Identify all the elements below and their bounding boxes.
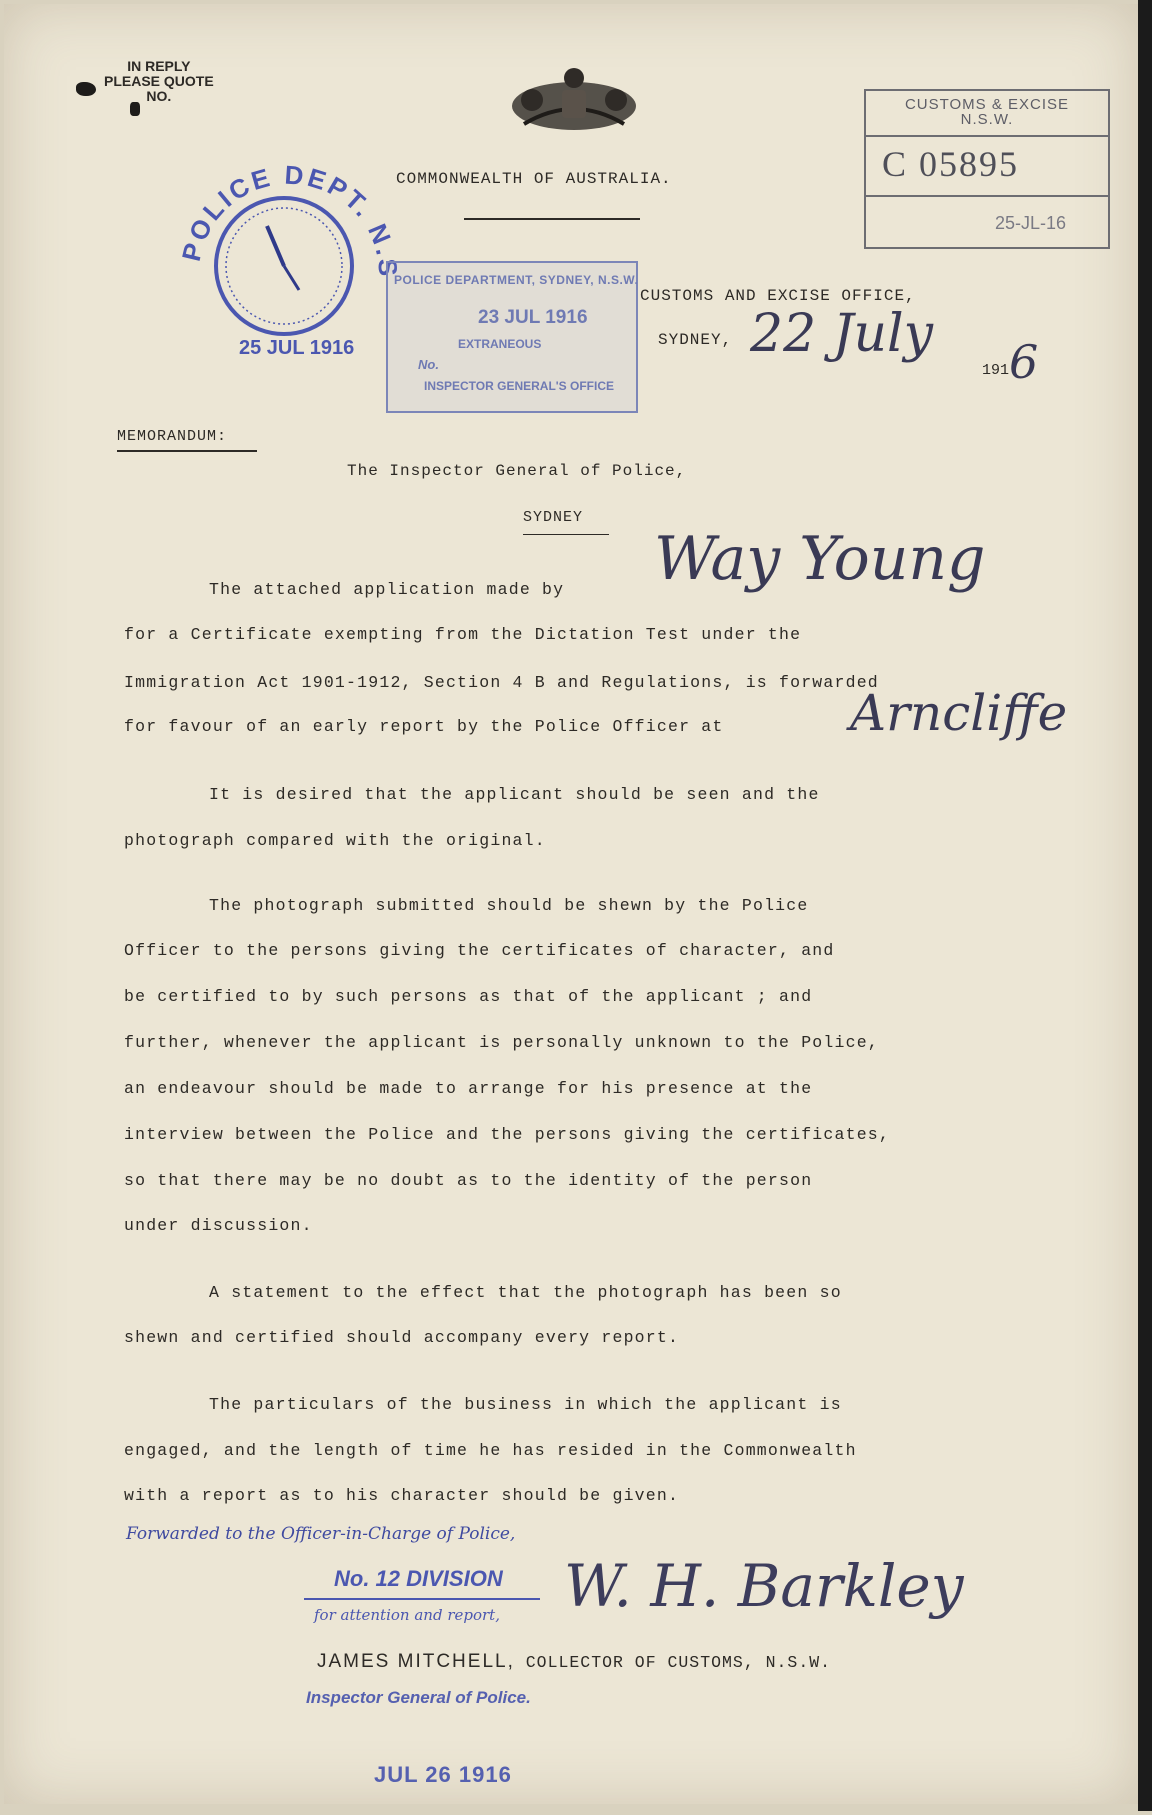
body-line: for favour of an early report by the Police Officer at bbox=[124, 717, 724, 736]
customs-file-number: C 05895 bbox=[882, 144, 1020, 184]
body-line: further, whenever the applicant is personally unknown to the Police, bbox=[124, 1033, 879, 1052]
reply-quote-block bbox=[104, 59, 214, 104]
ink-blot-icon bbox=[76, 82, 96, 96]
city-underline bbox=[523, 534, 609, 535]
police-stamp-date: 25 JUL 1916 bbox=[239, 337, 355, 359]
inspector-general-text: Inspector General of Police. bbox=[306, 1688, 531, 1707]
year-label: 1916 bbox=[982, 335, 1039, 389]
police-date-stamp bbox=[159, 154, 409, 379]
body-line: an endeavour should be made to arrange for his presence at the bbox=[124, 1079, 813, 1098]
reply-line-1: IN REPLY bbox=[127, 58, 191, 74]
body-line: interview between the Police and the persons giving the certificates, bbox=[124, 1125, 891, 1144]
forwarded-stamp-text: Forwarded to the Officer-in-Charge of Police, bbox=[126, 1524, 516, 1544]
body-line: under discussion. bbox=[124, 1216, 313, 1235]
inspector-stamp-office: INSPECTOR GENERAL'S OFFICE bbox=[424, 379, 614, 393]
body-line: It is desired that the applicant should be seen and the bbox=[209, 785, 820, 804]
addressee-line: The Inspector General of Police, bbox=[347, 462, 687, 480]
body-line: Officer to the persons giving the certificates of character, and bbox=[124, 941, 835, 960]
memorandum-page bbox=[4, 4, 1138, 1804]
scan-edge bbox=[1138, 0, 1152, 1811]
addressee-city: SYDNEY bbox=[523, 509, 584, 526]
ink-blot-icon bbox=[130, 102, 140, 116]
customs-receipt-stamp bbox=[864, 89, 1110, 249]
collector-signature: W. H. Barkley bbox=[564, 1552, 964, 1620]
collector-title: COLLECTOR OF CUSTOMS, N.S.W. bbox=[525, 1653, 832, 1672]
body-line: Immigration Act 1901-1912, Section 4 B and Regulations, is forwarded bbox=[124, 673, 879, 692]
clock-stamp-icon bbox=[159, 154, 409, 374]
body-line: The photograph submitted should be shewn by the Police bbox=[209, 896, 809, 915]
customs-stamp-title: CUSTOMS & EXCISE N.S.W. bbox=[904, 96, 1070, 128]
commonwealth-heading: COMMONWEALTH OF AUSTRALIA. bbox=[396, 170, 672, 188]
body-line: so that there may be no doubt as to the identity of the person bbox=[124, 1171, 813, 1190]
memorandum-label: MEMORANDUM: bbox=[117, 428, 228, 445]
police-station-handwritten: Arncliffe bbox=[850, 684, 1068, 742]
collector-line bbox=[317, 1651, 831, 1673]
body-line: A statement to the effect that the photograph has been so bbox=[209, 1283, 842, 1302]
heading-rule bbox=[464, 218, 640, 220]
reply-line-3: NO. bbox=[146, 88, 172, 104]
division-underline bbox=[304, 1598, 540, 1600]
customs-stamp-date: 25-JL-16 bbox=[994, 213, 1066, 233]
body-line: be certified to by such persons as that of the applicant ; and bbox=[124, 987, 813, 1006]
body-line: engaged, and the length of time he has resided in the Commonwealth bbox=[124, 1441, 857, 1460]
coat-of-arms-icon bbox=[504, 64, 644, 134]
body-line: for a Certificate exempting from the Dictation Test under the bbox=[124, 625, 802, 644]
body-line: with a report as to his character should be given. bbox=[124, 1486, 680, 1505]
inspector-general-stamp bbox=[386, 261, 638, 413]
body-line: shewn and certified should accompany every report. bbox=[124, 1328, 680, 1347]
police-stamp-top-text: POLICE DEPT. N.S bbox=[175, 159, 404, 280]
handwritten-date: 22 July bbox=[750, 304, 934, 364]
inspector-stamp-date: 23 JUL 1916 bbox=[478, 307, 588, 328]
place-label: SYDNEY, bbox=[658, 331, 733, 349]
office-heading: CUSTOMS AND EXCISE OFFICE, bbox=[640, 287, 916, 305]
inspector-stamp-type: EXTRANEOUS bbox=[458, 337, 542, 351]
attention-text: for attention and report, bbox=[314, 1606, 500, 1624]
applicant-name-handwritten: Way Young bbox=[654, 524, 986, 594]
collector-name: JAMES MITCHELL, bbox=[317, 1651, 515, 1672]
inspector-stamp-title: POLICE DEPARTMENT, SYDNEY, N.S.W. bbox=[394, 273, 639, 287]
body-line: The particulars of the business in which the applicant is bbox=[209, 1395, 842, 1414]
received-date-stamp: JUL 26 1916 bbox=[374, 1762, 512, 1787]
reply-line-2: PLEASE QUOTE bbox=[104, 73, 214, 89]
body-line: photograph compared with the original. bbox=[124, 831, 546, 850]
memo-underline bbox=[117, 450, 257, 452]
inspector-stamp-no: No. bbox=[418, 357, 439, 372]
body-line: The attached application made by bbox=[209, 580, 565, 599]
division-stamp: No. 12 DIVISION bbox=[334, 1566, 503, 1591]
